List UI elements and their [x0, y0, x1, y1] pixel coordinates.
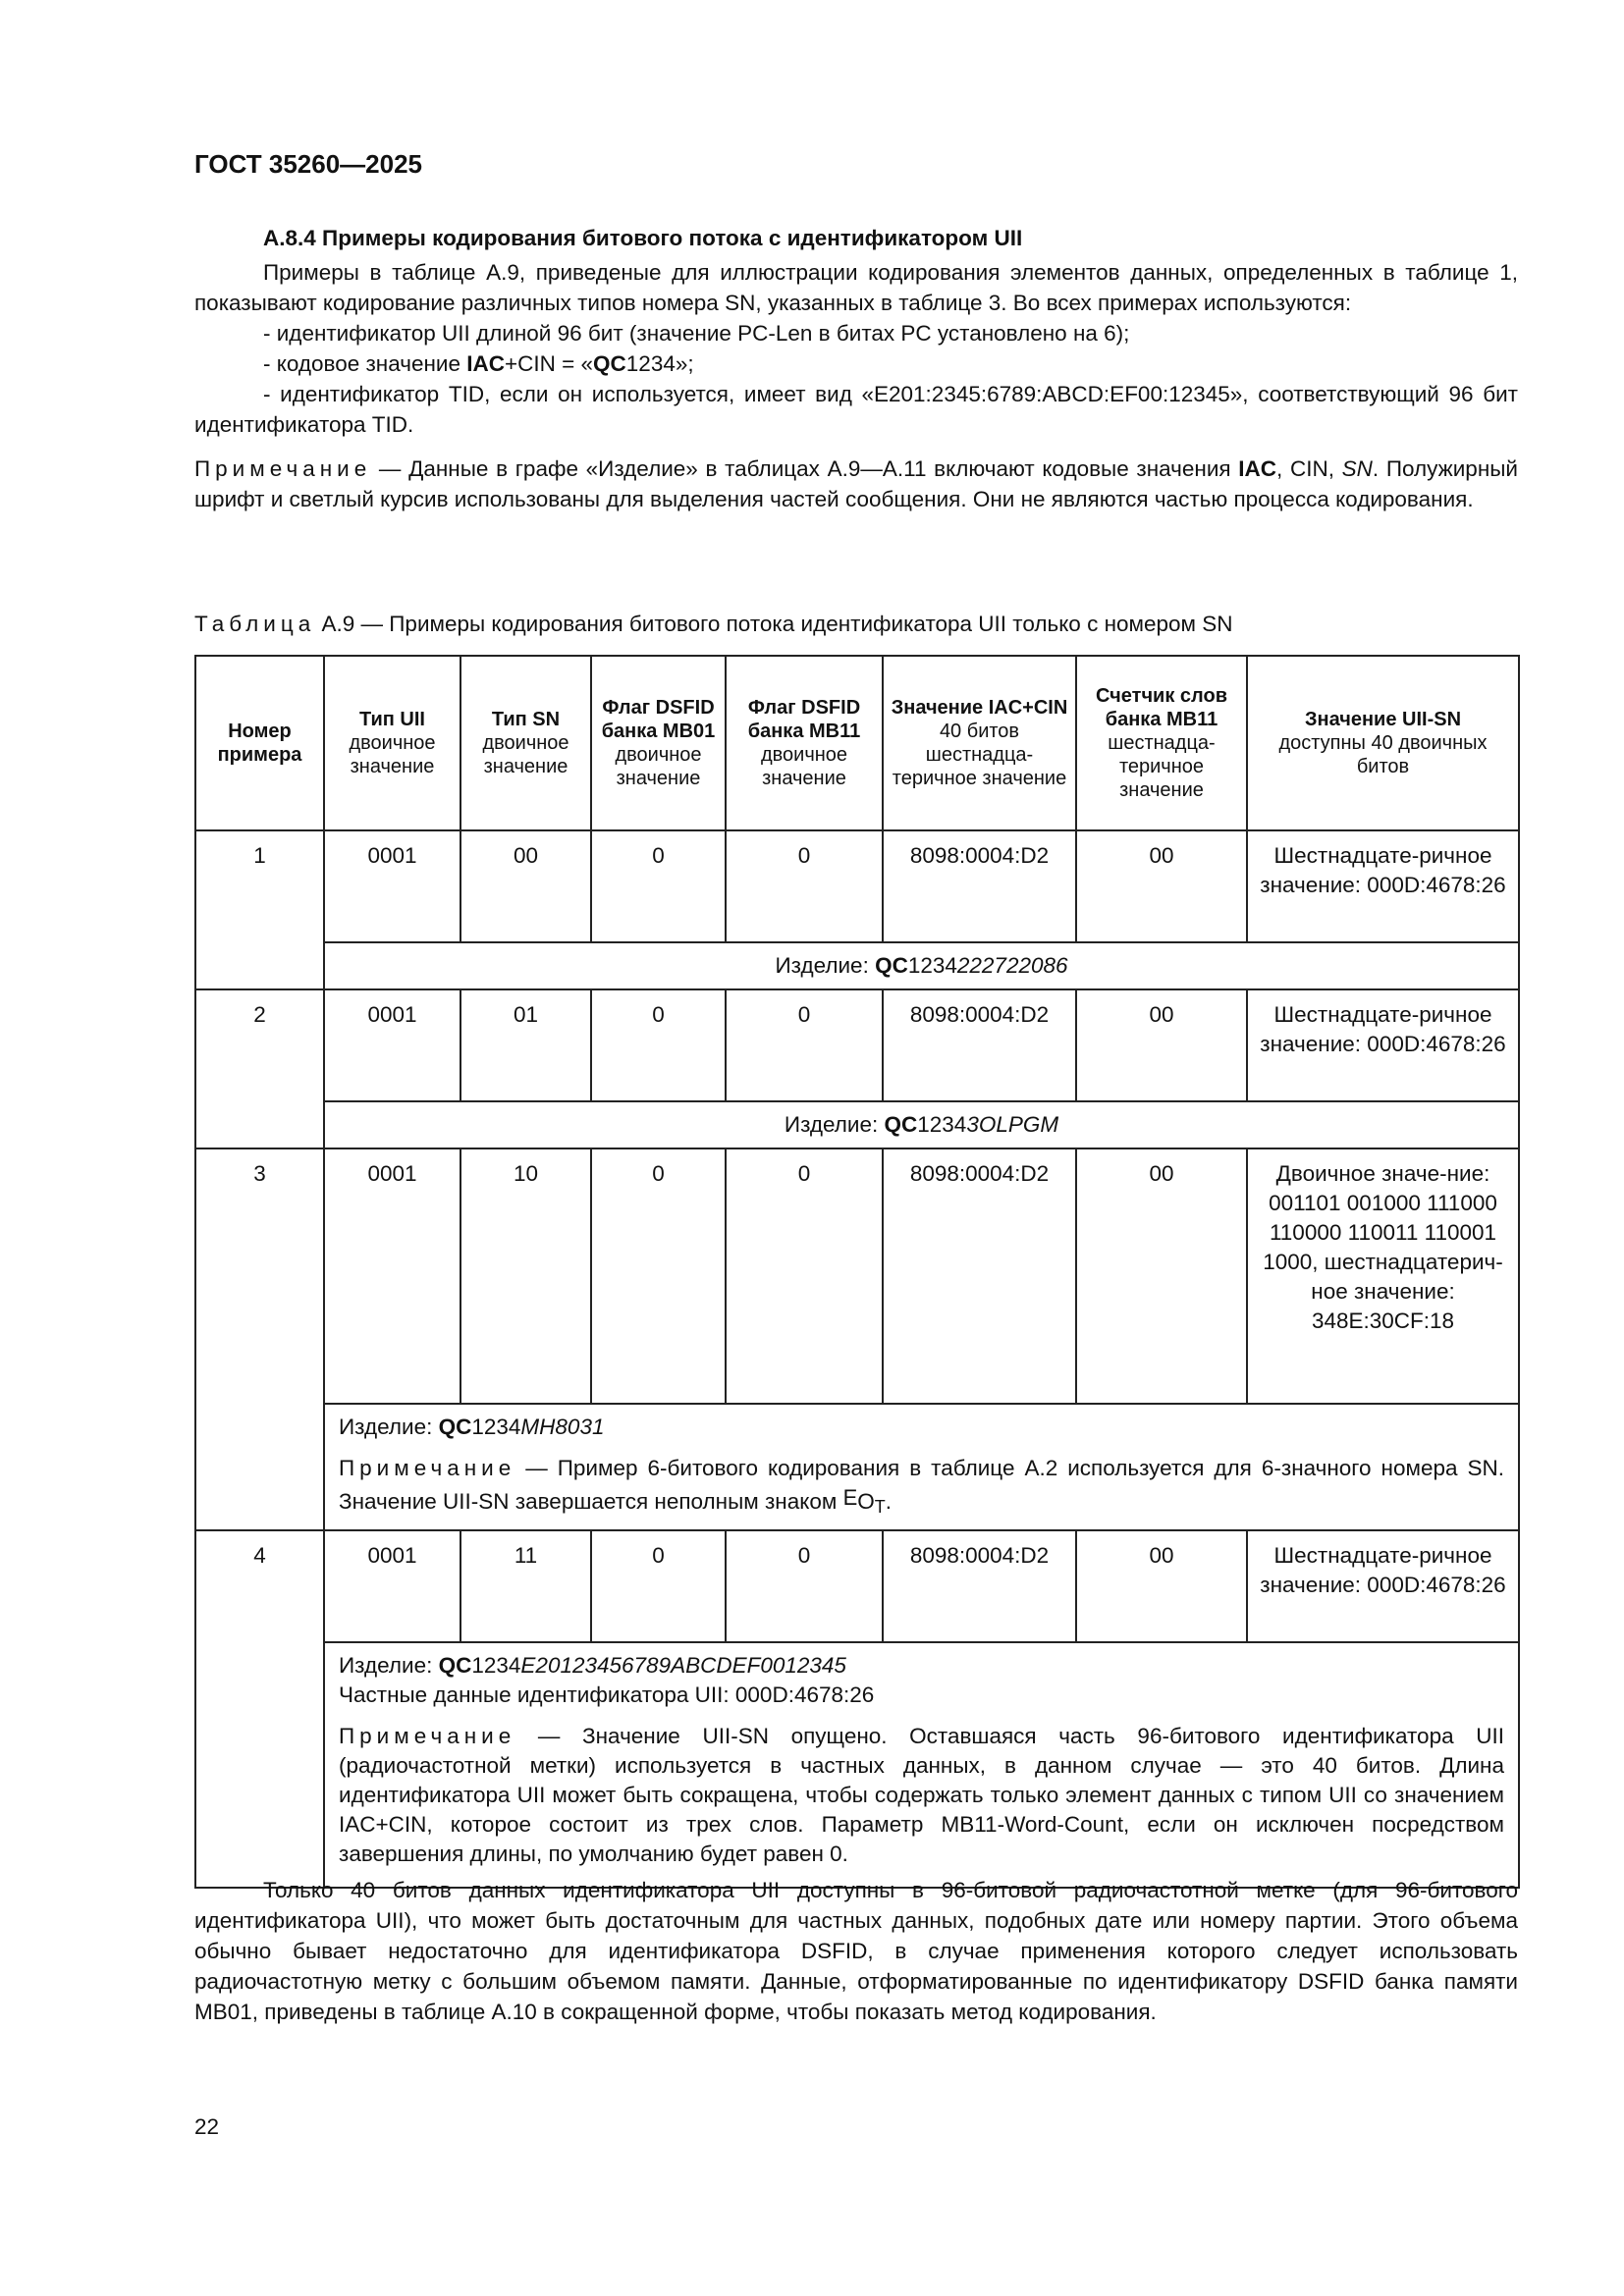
table-caption-text: А.9 — Примеры кодирования битового потока идентификатора UII только с номером SN — [315, 612, 1233, 636]
cell-uii-type: 0001 — [324, 989, 460, 1101]
list-item-uii: - идентификатор UII длиной 96 бит (значение PC-Len в битах PC установлено на 6); — [263, 321, 1130, 346]
header-uii-type: Тип UII двоичное значение — [324, 656, 460, 830]
table-row — [195, 830, 1519, 942]
cell-mb01: 0 — [591, 1148, 726, 1404]
cell-uii-sn: Двоичное значе-ние: 001101 001000 111000 110000 110011 110001 1000, шестнадцатерич-ное значение: 348E:30CF:18 — [1247, 1148, 1519, 1404]
cell-sn-type: 10 — [460, 1148, 591, 1404]
cell-word-count: 00 — [1076, 1148, 1247, 1404]
cell-word-count: 00 — [1076, 1530, 1247, 1642]
item-line: Изделие: QC1234E20123456789ABCDEF0012345 — [339, 1653, 846, 1678]
cell-mb01: 0 — [591, 1530, 726, 1642]
encoding-table — [194, 655, 1520, 1889]
cell-uii-type: 0001 — [324, 830, 460, 942]
table-row-item — [195, 1642, 1519, 1888]
closing-paragraph: Только 40 битов данных идентификатора UII доступны в 96-битовой радиочастотной метке (для 96-битового идентификатора UII), что может быть достаточным для частных данных, подобных дате или номеру партии. Этого объема обычно бывает недостаточно для идентификатора DSFID, в случае применения которого следует использовать радиочастотную метку с большим объемом памяти. Данные, отформатированные по идентификатору DSFID банка памяти MB01, приведены в таблице А.10 в сокращенной форме, чтобы показать метод кодирования. — [194, 1878, 1518, 2024]
table-caption — [194, 612, 1233, 637]
row-note: Примечание — Пример 6-битового кодирования в таблице А.2 используется для 6-значного номера SN. Значение UII-SN завершается неполным знаком $EO_T$. — [339, 1456, 1504, 1517]
cell-mb01: 0 — [591, 830, 726, 942]
cell-item-note — [324, 1404, 1519, 1530]
cell-uii-sn: Шестнадцате-ричное значение: 000D:4678:26 — [1247, 989, 1519, 1101]
list-item-iac-bold: IAC — [466, 351, 505, 376]
note-sn: SN — [1341, 456, 1373, 481]
cell-word-count: 00 — [1076, 830, 1247, 942]
cell-number: 1 — [195, 830, 324, 989]
page-number: 22 — [194, 2114, 220, 2139]
header-iac-cin: Значение IAC+CIN 40 битов шестнадца-теричное значение — [883, 656, 1076, 830]
table-row — [195, 989, 1519, 1101]
table-row-item — [195, 1101, 1519, 1148]
cell-word-count: 00 — [1076, 989, 1247, 1101]
cell-item: Изделие: QC12343OLPGM — [324, 1101, 1519, 1148]
cell-iac-cin: 8098:0004:D2 — [883, 989, 1076, 1101]
cell-number: 3 — [195, 1148, 324, 1530]
list-item-iac-end: 1234»; — [625, 351, 694, 376]
list-item-iac — [263, 348, 1518, 379]
cell-sn-type: 01 — [460, 989, 591, 1101]
cell-number: 2 — [195, 989, 324, 1148]
table-row — [195, 1530, 1519, 1642]
list-item-iac-mid: +CIN = « — [505, 351, 594, 376]
cell-number: 4 — [195, 1530, 324, 1888]
cell-sn-type: 11 — [460, 1530, 591, 1642]
note-part3: . Полужирный шрифт и светлый курсив использованы для выделения частей сообщения. Они не являются частью процесса кодирования. — [194, 456, 1518, 511]
table-row-item — [195, 942, 1519, 989]
intro-paragraph: Примеры в таблице А.9, приведеные для иллюстрации кодирования элементов данных, определенных в таблице 1, показывают кодирование различных типов номера SN, указанных в таблице 3. Во всех примерах используются: — [194, 260, 1518, 315]
list-item-tid: - идентификатор TID, если он используется, имеет вид «E201:2345:6789:ABCD:EF00:12345», соответствующий 96 бит идентификатора TID. — [194, 382, 1518, 437]
section-body — [194, 257, 1518, 514]
cell-item-note — [324, 1642, 1519, 1888]
cell-mb11: 0 — [726, 830, 883, 942]
cell-uii-type: 0001 — [324, 1530, 460, 1642]
cell-uii-type: 0001 — [324, 1148, 460, 1404]
note-label: Примечание — [194, 456, 372, 481]
header-sn-type: Тип SN двоичное значение — [460, 656, 591, 830]
item-line: Изделие: QC1234MH8031 — [339, 1415, 605, 1439]
cell-item: Изделие: QC1234222722086 — [324, 942, 1519, 989]
header-dsfid-mb01: Флаг DSFID банка MB01 двоичное значение — [591, 656, 726, 830]
document-header: ГОСТ 35260—2025 — [194, 149, 422, 179]
note-part1: — Данные в графе «Изделие» в таблицах А.9—А.11 включают кодовые значения — [371, 456, 1239, 481]
list-item-iac-prefix: - кодовое значение — [263, 351, 467, 376]
cell-mb11: 0 — [726, 1148, 883, 1404]
list-item-qc-bold: QC — [593, 351, 626, 376]
note-iac: IAC — [1238, 456, 1277, 481]
cell-uii-sn: Шестнадцате-ричное значение: 000D:4678:26 — [1247, 1530, 1519, 1642]
header-dsfid-mb11: Флаг DSFID банка MB11 двоичное значение — [726, 656, 883, 830]
header-uii-sn: Значение UII-SN доступны 40 двоичных битов — [1247, 656, 1519, 830]
section-note — [194, 454, 1518, 514]
row-note: Примечание — Значение UII-SN опущено. Оставшаяся часть 96-битового идентификатора UII (радиочастотной метки) используется в частных данных, в данном случае — это 40 битов. Длина идентификатора UII может быть сокращена, чтобы содержать только элемент данных с типом UII со значением IAC+CIN, которое состоит из трех слов. Параметр MB11-Word-Count, если он исключен посредством завершения длины, по умолчанию будет равен 0. — [339, 1724, 1504, 1866]
cell-mb11: 0 — [726, 989, 883, 1101]
cell-mb11: 0 — [726, 1530, 883, 1642]
cell-mb01: 0 — [591, 989, 726, 1101]
note-part2: , CIN, — [1276, 456, 1342, 481]
cell-sn-type: 00 — [460, 830, 591, 942]
cell-uii-sn: Шестнадцате-ричное значение: 000D:4678:26 — [1247, 830, 1519, 942]
table-caption-label: Таблица — [194, 612, 316, 636]
cell-iac-cin: 8098:0004:D2 — [883, 1148, 1076, 1404]
cell-iac-cin: 8098:0004:D2 — [883, 1530, 1076, 1642]
private-data-line: Частные данные идентификатора UII: 000D:4678:26 — [339, 1682, 875, 1707]
header-number: Номер примера — [195, 656, 324, 830]
section-title: А.8.4 Примеры кодирования битового потока с идентификатором UII — [263, 226, 1023, 250]
header-word-count: Счетчик слов банка MB11 шестнадца-теричное значение — [1076, 656, 1247, 830]
cell-iac-cin: 8098:0004:D2 — [883, 830, 1076, 942]
table-row — [195, 1148, 1519, 1404]
table-row-item — [195, 1404, 1519, 1530]
closing-section — [194, 1875, 1518, 2027]
